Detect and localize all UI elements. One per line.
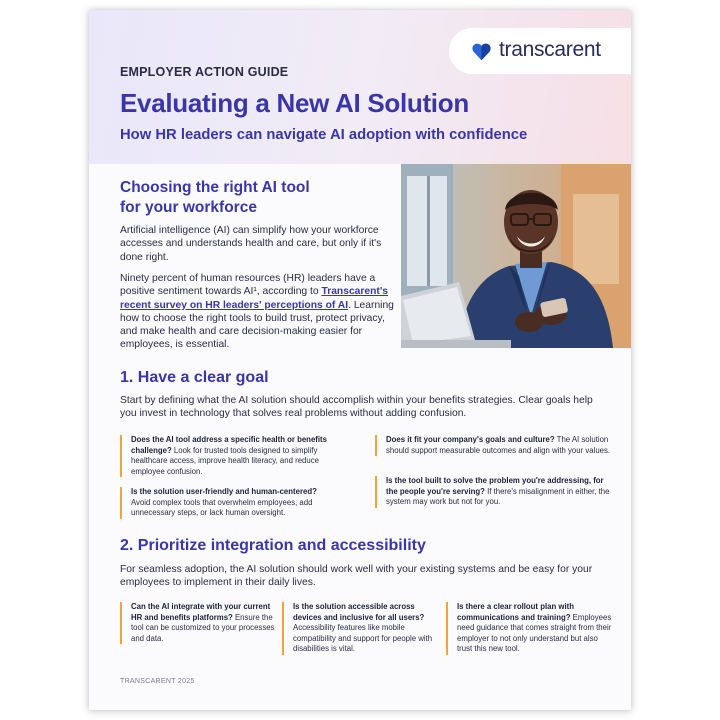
intro-p2-text-start: Ninety percent of human resources (HR) leaders have a positive sentiment towards AI¹, according to xyxy=(120,273,376,298)
answer-text: Avoid complex tools that overwhelm employees, add unnecessary steps, or lack human oversight. xyxy=(131,497,313,518)
logo-badge xyxy=(449,28,631,74)
logo-wordmark: transcarent xyxy=(499,38,601,61)
answer-text: If there's misalignment in either, the system may work but not for you. xyxy=(386,486,610,507)
intro-paragraph-2 xyxy=(120,272,395,352)
section1-heading: 1. Have a clear goal xyxy=(120,369,269,386)
section1-item xyxy=(120,435,336,477)
survey-link[interactable]: Transcarent's recent survey on HR leaders' perceptions of AI xyxy=(120,286,389,311)
question-text: Is the solution user-friendly and human-centered? xyxy=(131,487,317,496)
document-page xyxy=(89,10,631,710)
man-with-laptop-illustration xyxy=(401,164,631,348)
footer-text: TRANSCARENT 2025 xyxy=(120,678,195,685)
page-title: Evaluating a New AI Solution xyxy=(120,88,469,118)
section1-item xyxy=(375,476,611,508)
section2-heading: 2. Prioritize integration and accessibility xyxy=(120,537,426,554)
question-text: Is the solution accessible across devices and inclusive for all users? xyxy=(293,602,425,622)
hero-photo xyxy=(401,164,631,348)
section2-lead: For seamless adoption, the AI solution should work well with your existing systems and be easy for your employees to implement in their daily lives. xyxy=(120,564,593,589)
answer-text: Look for trusted tools designed to simplify healthcare access, improve health literacy, and reduce employee confusion. xyxy=(131,445,319,476)
question-text: Is there a clear rollout plan with communications and training? xyxy=(457,602,574,622)
intro-heading-line2: for your workforce xyxy=(120,199,257,216)
eyebrow-label: EMPLOYER ACTION GUIDE xyxy=(120,65,289,79)
section2-item xyxy=(282,602,441,655)
section2-item xyxy=(446,602,612,655)
intro-heading-line1: Choosing the right AI tool xyxy=(120,179,310,196)
question-text: Does it fit your company's goals and culture? xyxy=(386,435,555,444)
answer-text: Employees need guidance that comes straight from their employer to not only understand but also trust this new tool. xyxy=(457,612,612,654)
section1-item xyxy=(375,435,611,456)
section1-item xyxy=(120,487,336,519)
page-subtitle: How HR leaders can navigate AI adoption with confidence xyxy=(120,127,528,143)
intro-heading xyxy=(120,178,350,218)
answer-text: Accessibility features like mobile compatibility and support for people with disabilities is vital. xyxy=(293,623,433,654)
section1-lead: Start by defining what the AI solution should accomplish within your benefits strategies. Clear goals help you invest in technology that solves real problems without adding confusion. xyxy=(120,395,593,420)
heart-logo-icon xyxy=(471,41,492,62)
question-text: Can the AI integrate with your current HR and benefits platforms? xyxy=(131,602,271,622)
answer-text: Ensure the tool can be customized to your processes and data. xyxy=(131,612,275,643)
question-text: Is the tool built to solve the problem you're addressing, for the people you're serving? xyxy=(386,476,604,496)
section2-item xyxy=(120,602,276,644)
intro-p2-text-end: . Learning how to choose the right tools to build trust, protect privacy, and make health and care decision-making easier for employees, is essential. xyxy=(120,299,394,351)
answer-text: The AI solution should support measurable outcomes and align with your values. xyxy=(386,435,611,455)
question-text: Does the AI tool address a specific health or benefits challenge? xyxy=(131,435,327,455)
intro-paragraph-1: Artificial intelligence (AI) can simplify how your workforce accesses and understands health and care, but only if it's done right. xyxy=(120,225,382,263)
